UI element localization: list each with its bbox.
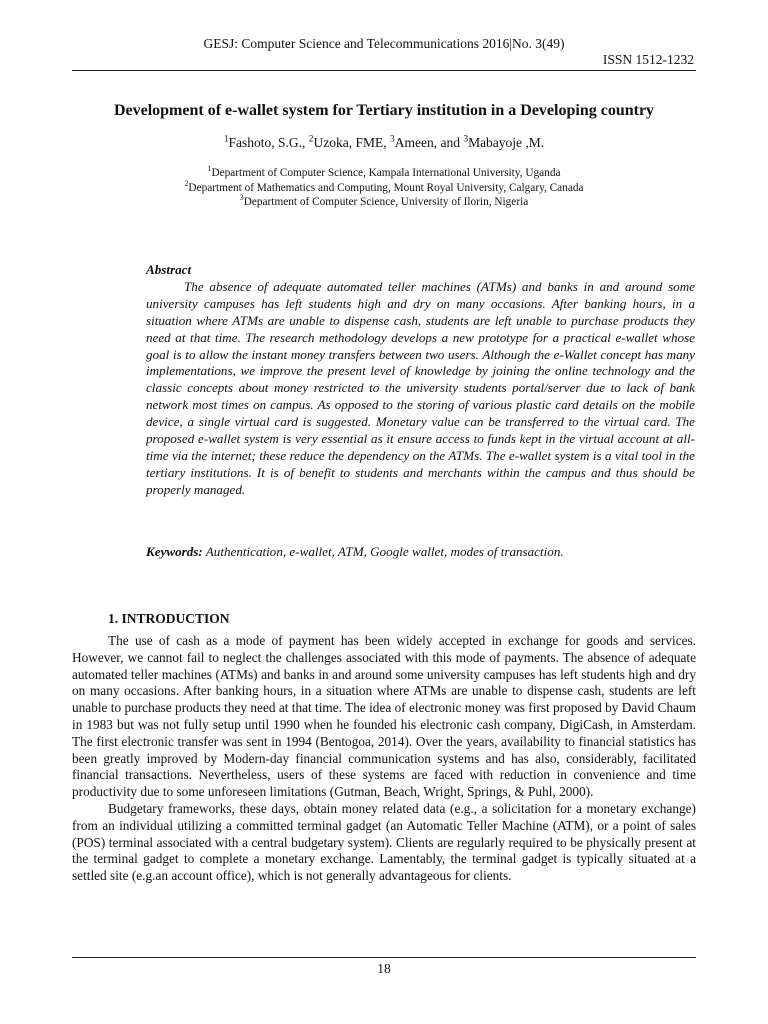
affiliation-1-mark: 1 <box>207 164 212 174</box>
header-rule <box>72 70 696 71</box>
author-3-affiliation-mark: 3 <box>390 134 395 145</box>
paper-title: Development of e-wallet system for Tertiary institution in a Developing country <box>113 102 655 119</box>
author-4-affiliation-mark: 3 <box>463 134 469 145</box>
affiliation-1 <box>72 166 696 181</box>
author-4-name: Mabayoje ,M. <box>468 135 545 150</box>
introduction-paragraph-2: Budgetary frameworks, these days, obtain money related data (e.g., a solicitation for a monetary exchange) from an individual utilizing a committed terminal gadget (an Automatic Teller Machine (ATM), or a point of sales (POS) terminal associated with a central budgetary system). Clients are regularly required to be physically present at the terminal gadget to complete a monetary exchange. Lamentably, the terminal gadget is typically situated at a settled site (e.g.an account office), which is not generally advantageous for clients. <box>72 800 696 884</box>
author-2-name: Uzoka, FME, <box>313 135 391 150</box>
affiliation-3 <box>72 195 696 210</box>
page-number: 18 <box>377 961 391 976</box>
journal-running-head: GESJ: Computer Science and Telecommunications 2016|No. 3(49) <box>203 36 565 51</box>
section-heading-introduction: 1. INTRODUCTION <box>108 611 230 626</box>
abstract-block <box>146 262 695 499</box>
introduction-paragraph-1: The use of cash as a mode of payment has been widely accepted in exchange for goods and services. However, we cannot fail to neglect the challenges associated with this mode of payments. The absence of adequate automated teller machines (ATMs) and banks in and around some university campuses has left students high and dry on many occasions. After banking hours, in a situation where ATMs are unable to dispense cash, students are left unable to purchase products they need at that time. The idea of electronic money was first proposed by David Chaum in 1983 but was not fully setup until 1990 when he founded his electronic cash company, DigiCash, in Amsterdam. The first electronic transfer was sent in 1994 (Bentogoa, 2014). Over the years, availability to financial statistics has been greatly improved by Modern-day financial communication systems and has also, considerably, facilitated financial transactions. Nevertheless, users of these systems are faced with reduction in convenience and time productivity due to some unforeseen limitations (Gutman, Beach, Wright, Springs, & Puhl, 2000). <box>72 633 696 800</box>
affiliation-list <box>72 166 696 210</box>
keywords-line <box>146 544 695 560</box>
affiliation-2 <box>72 178 696 196</box>
introduction-body <box>72 633 696 885</box>
keywords-label: Keywords: <box>146 544 203 559</box>
affiliation-2-text: Department of Mathematics and Computing, Mount Royal University, Calgary, Canada <box>188 181 584 194</box>
footer-rule <box>72 957 696 958</box>
abstract-text: The absence of adequate automated teller machines (ATMs) and banks in and around some university campuses has left students high and dry on many occasions. After banking hours, in a situation where ATMs are unable to dispense cash, students are left unable to purchase products they need at that time. The research methodology develops a new prototype for a practical e-wallet whose goal is to allow the instant money transfers between two users. Although the e-Wallet concept has many implementations, we improve the present level of knowledge by joining the online technology and the classic concepts about money restricted to the university students portal/server due to lack of bank network most times on campus. As opposed to the storing of various plastic card details on the mobile device, a single virtual card is suggested. Monetary value can be transferred to the virtual card. The proposed e-wallet system is very essential as it ensure access to funds kept in the virtual account at all-time via the internet; these reduce the dependency on the ATMs. The e-wallet system is a vital tool in the tertiary institutions. It is of benefit to students and merchants within the campus and thus should be properly managed. <box>146 278 695 497</box>
affiliation-3-mark: 3 <box>239 193 244 203</box>
affiliation-3-text: Department of Computer Science, University of Ilorin, Nigeria <box>243 196 529 208</box>
author-1-affiliation-mark: 1 <box>223 134 229 145</box>
issn-label: ISSN 1512-1232 <box>602 52 694 67</box>
author-3-name: Ameen, and <box>394 135 464 150</box>
author-2-affiliation-mark: 2 <box>308 134 314 145</box>
author-1-name: Fashoto, S.G., <box>228 135 309 150</box>
affiliation-1-text: Department of Computer Science, Kampala International University, Uganda <box>211 167 561 179</box>
keywords-text: Authentication, e-wallet, ATM, Google wallet, modes of transaction. <box>202 544 564 559</box>
affiliation-2-mark: 2 <box>184 178 189 188</box>
abstract-heading: Abstract <box>146 262 192 277</box>
author-list <box>72 134 696 152</box>
